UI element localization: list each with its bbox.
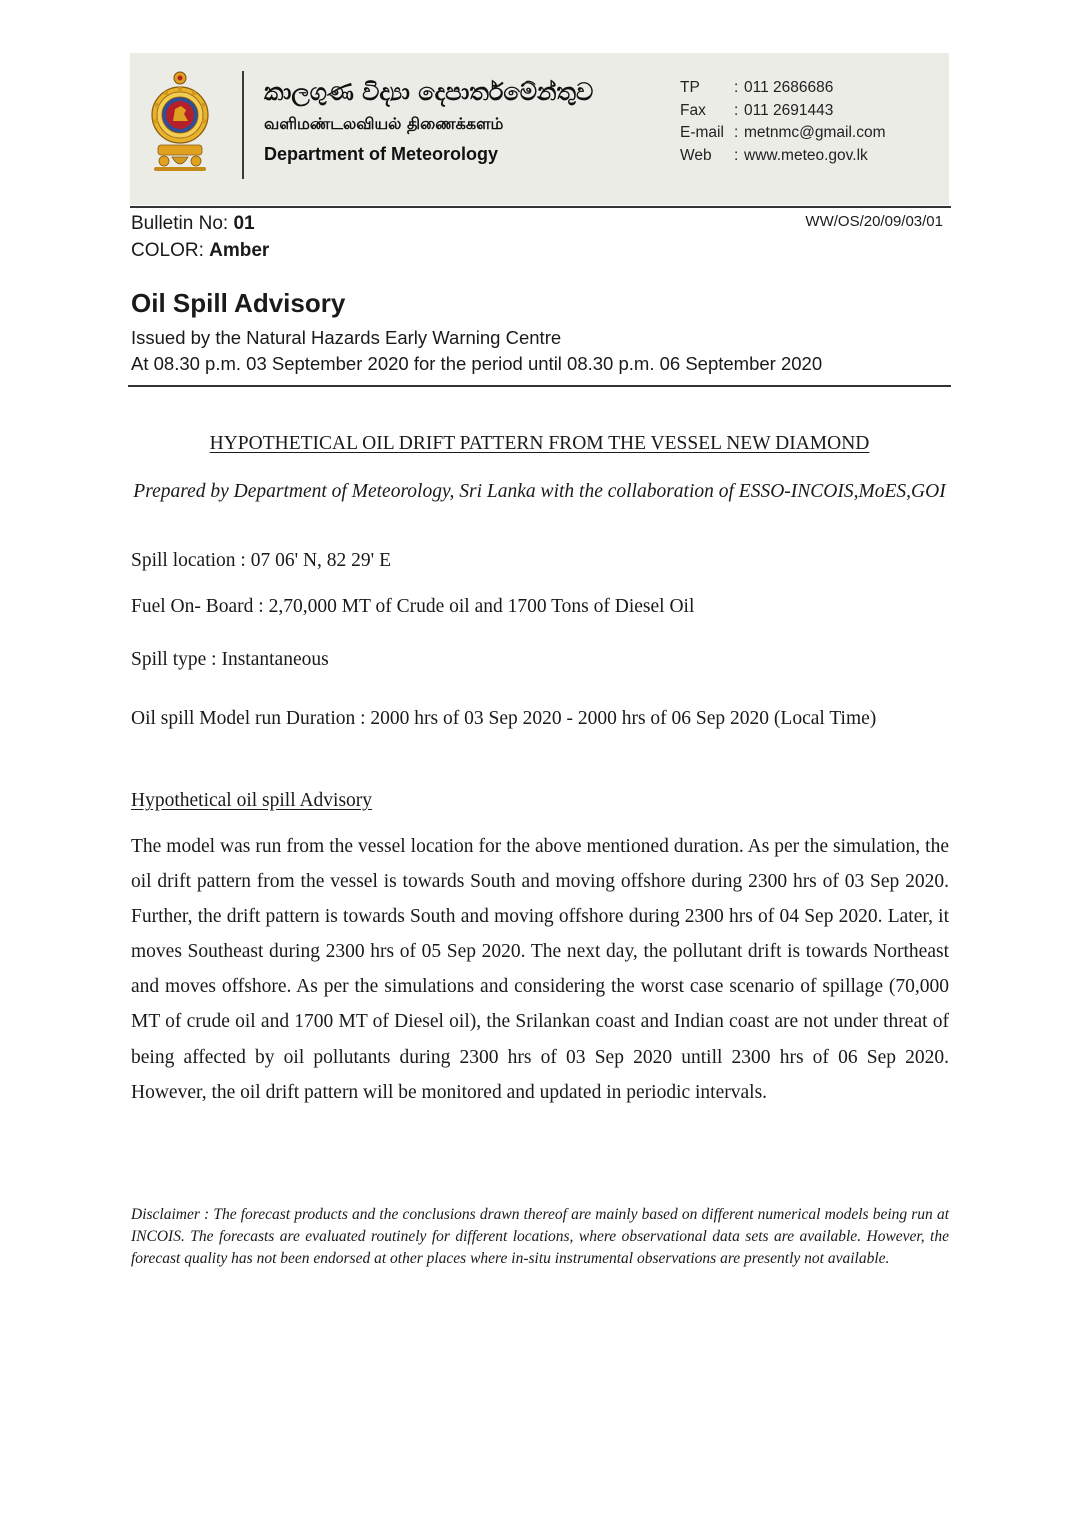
fuel-on-board: Fuel On- Board : 2,70,000 MT of Crude oil and 1700 Tons of Diesel Oil [131, 596, 695, 617]
contact-value-phone: 011 2686686 [744, 79, 834, 96]
prepared-by: Prepared by Department of Meteorology, Sri Lanka with the collaboration of ESSO-INCOIS,MoES,GOI [133, 481, 946, 502]
contact-block [680, 79, 885, 169]
dept-name-sinhala: කාලගුණ විද්‍යා දෙපාර්තමේන්තුව [264, 78, 594, 106]
dept-name-tamil: வளிமண்டலவியல் திணைக்களம் [264, 114, 504, 133]
header-rule [130, 206, 951, 208]
issued-period: At 08.30 p.m. 03 September 2020 for the period until 08.30 p.m. 06 September 2020 [131, 353, 823, 374]
dept-name-english: Department of Meteorology [264, 144, 499, 164]
contact-label: TP [680, 79, 700, 96]
report-heading: HYPOTHETICAL OIL DRIFT PATTERN FROM THE VESSEL NEW DIAMOND [209, 433, 870, 454]
contact-row-email: E-mail : metnmc@gmail.com [680, 124, 886, 141]
issued-info [131, 325, 822, 377]
spill-type: Spill type : Instantaneous [131, 649, 329, 670]
title-rule [128, 385, 951, 387]
header-divider [242, 71, 244, 179]
contact-label: Web [680, 146, 712, 164]
contact-value-web: www.meteo.gov.lk [744, 146, 868, 164]
contact-value-email: metnmc@gmail.com [744, 124, 886, 141]
spill-location: Spill location : 07 06' N, 82 29' E [131, 550, 391, 571]
bulletin-color: COLOR: Amber [131, 240, 270, 261]
department-names [264, 75, 593, 169]
advisory-subheading: Hypothetical oil spill Advisory [131, 790, 373, 811]
disclaimer: Disclaimer : The forecast products and the conclusions drawn thereof are mainly based on different numerical models being run at INCOIS. The forecasts are evaluated routinely for different locations, where observational data sets are available. However, the forecast quality has not been endorsed at other places where in-situ instrumental observations are presently not available. [131, 1206, 949, 1267]
reference-code: WW/OS/20/09/03/01 [805, 213, 943, 230]
contact-row-web: Web : www.meteo.gov.lk [680, 146, 868, 164]
bulletin-number: Bulletin No: 01 [131, 213, 255, 234]
model-run-duration: Oil spill Model run Duration : 2000 hrs of 03 Sep 2020 - 2000 hrs of 06 Sep 2020 (Local Time) [131, 708, 877, 729]
contact-row-tp: TP : 011 2686686 [680, 79, 834, 96]
contact-row-fax: Fax : 011 2691443 [680, 101, 834, 119]
sri-lanka-national-emblem-icon [150, 69, 210, 173]
issued-by: Issued by the Natural Hazards Early Warning Centre [131, 327, 562, 348]
letterhead [130, 53, 949, 205]
contact-value-fax: 011 2691443 [744, 101, 834, 119]
advisory-paragraph: The model was run from the vessel location for the above mentioned duration. As per the simulation, the oil drift pattern from the vessel is towards South and moving offshore during 2300 hrs of 03 Sep 2020. Further, the drift pattern is towards South and moving offshore during 2300 hrs of 04 Sep 2020. Later, it moves Southeast during 2300 hrs of 05 Sep 2020. The next day, the pollutant drift is towards Northeast and moves offshore. As per the simulations and considering the worst case scenario of spillage (70,000 MT of crude oil and 1700 MT of Diesel oil), the Srilankan coast and Indian coast are not under threat of being affected by oil pollutants during 2300 hrs of 03 Sep 2020 untill 2300 hrs of 06 Sep 2020. However, the oil drift pattern will be monitored and updated in periodic intervals. [131, 836, 949, 1103]
contact-label: Fax [680, 101, 706, 119]
page-title: Oil Spill Advisory [131, 288, 346, 318]
contact-label: E-mail [680, 124, 724, 141]
bulletin-info [131, 210, 269, 264]
